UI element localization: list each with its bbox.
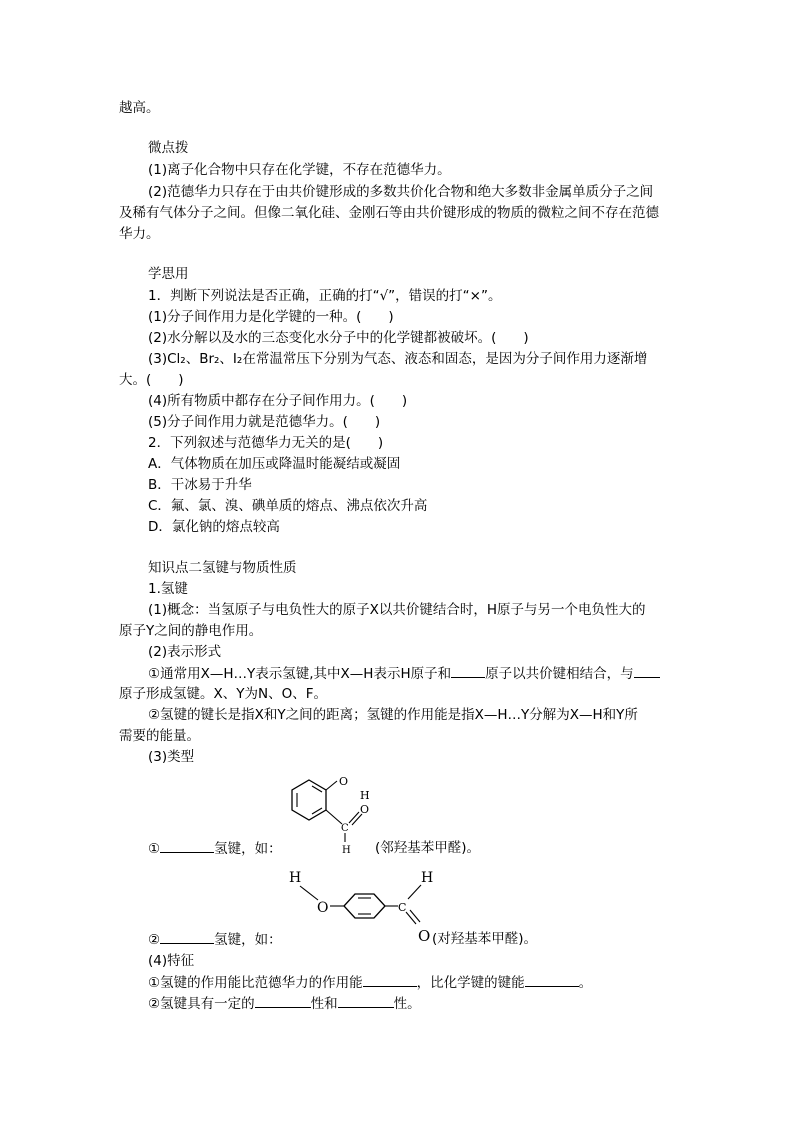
text-line: ②氢键的键长是指X和Y之间的距离；氢键的作用能是指X—H…Y分解为X—H和Y所 [148,707,638,723]
answer-blank[interactable] [160,838,214,853]
text-line: 原子形成氢键。X、Y为N、O、F。 [119,686,327,702]
question-1: 1．判断下列说法是否正确，正确的打“√”，错误的打“×”。 [148,288,502,304]
text-segment: 性和 [310,996,338,1012]
answer-blank[interactable] [525,972,579,987]
text-line: (3)类型 [148,749,195,765]
answer-blank[interactable] [363,972,417,987]
text-segment: ②氢键具有一定的 [148,996,255,1012]
compound-name: (邻羟基苯甲醛)。 [375,840,481,856]
section-title-xue-si-yong: 学思用 [148,266,189,282]
question-1-item: (4)所有物质中都存在分子间作用力。( ) [148,393,408,409]
text-segment: 性。 [393,996,421,1012]
text-line: (2)表示形式 [148,644,222,660]
option-d: D．氯化钠的熔点较高 [148,519,280,535]
text-line: 华力。 [119,226,160,242]
heading-hydrogen-bond: 1.氢键 [148,581,188,597]
text-line: (4)特征 [148,953,195,969]
question-1-item: (1)分子间作用力是化学键的一种。( ) [148,309,394,325]
text-line: 及稀有气体分子之间。但像二氧化硅、金刚石等由共价键形成的物质的微粒之间不存在范德 [119,205,659,221]
answer-blank[interactable] [451,663,485,678]
answer-blank[interactable] [634,663,660,678]
text-line: 越高。 [119,100,160,116]
text-segment: 原子以共价键相结合，与 [485,666,634,682]
type-line-intramolecular [148,838,282,859]
text-segment: ①通常用X—H…Y表示氢键,其中X—H表示H原子和 [148,666,452,682]
compound-name: (对羟基苯甲醛)。 [432,931,538,947]
question-1-item: (5)分子间作用力就是范德华力。( ) [148,414,381,430]
section-title-wei-dian-bo: 微点拨 [148,140,189,156]
fill-line [148,972,592,993]
oxygen-atom: O [360,803,370,816]
answer-blank[interactable] [255,993,311,1008]
text-segment: ① [148,841,161,857]
type-line-intermolecular [148,929,282,950]
answer-blank[interactable] [160,929,214,944]
text-line: 需要的能量。 [119,728,200,744]
text-segment: ①氢键的作用能比范德华力的作用能 [148,975,363,991]
text-line: (1)概念：当氢原子与电负性大的原子X以共价键结合时，H原子与另一个电负性大的 [148,602,646,618]
text-segment: 。 [578,975,593,991]
section-title-knowledge-point-2: 知识点二氢键与物质性质 [148,560,297,576]
oxygen-atom: O [317,900,329,916]
hydrogen-atom: H [360,789,370,802]
oxygen-atom: O [339,775,349,788]
option-c: C．氟、氯、溴、碘单质的熔点、沸点依次升高 [148,498,428,514]
hydrogen-atom: H [289,870,302,886]
carbonyl-oxygen-label: O [418,927,431,945]
hydrogen-atom: H [342,845,351,856]
text-line: 原子Y之间的静电作用。 [119,623,263,639]
text-line: (2)范德华力只存在于由共价键形成的多数共价化合物和绝大多数非金属单质分子之间 [148,184,654,200]
question-1-item: (2)水分解以及水的三态变化水分子中的化学键都被破坏。( ) [148,330,529,346]
carbon-atom: C [341,823,349,834]
question-2: 2．下列叙述与范德华力无关的是( ) [148,435,384,451]
question-1-item: (3)Cl₂、Br₂、I₂在常温常压下分别为气态、液态和固态，是因为分子间作用力逐渐增 [148,351,648,367]
answer-blank[interactable] [338,993,394,1008]
hydrogen-atom: H [421,870,434,886]
option-a: A．气体物质在加压或降温时能凝结或凝固 [148,456,401,472]
carbon-atom: C [398,901,407,914]
text-segment: 氢键，如： [214,932,282,948]
text-segment: 氢键，如： [214,841,282,857]
fill-line [148,663,660,684]
question-1-item: 大。( ) [119,372,184,388]
fill-line [148,993,421,1014]
option-b: B．干冰易于升华 [148,477,252,493]
text-line: (1)离子化合物中只存在化学键，不存在范德华力。 [148,162,451,178]
text-segment: ② [148,932,161,948]
text-segment: ，比化学键的键能 [416,975,525,991]
